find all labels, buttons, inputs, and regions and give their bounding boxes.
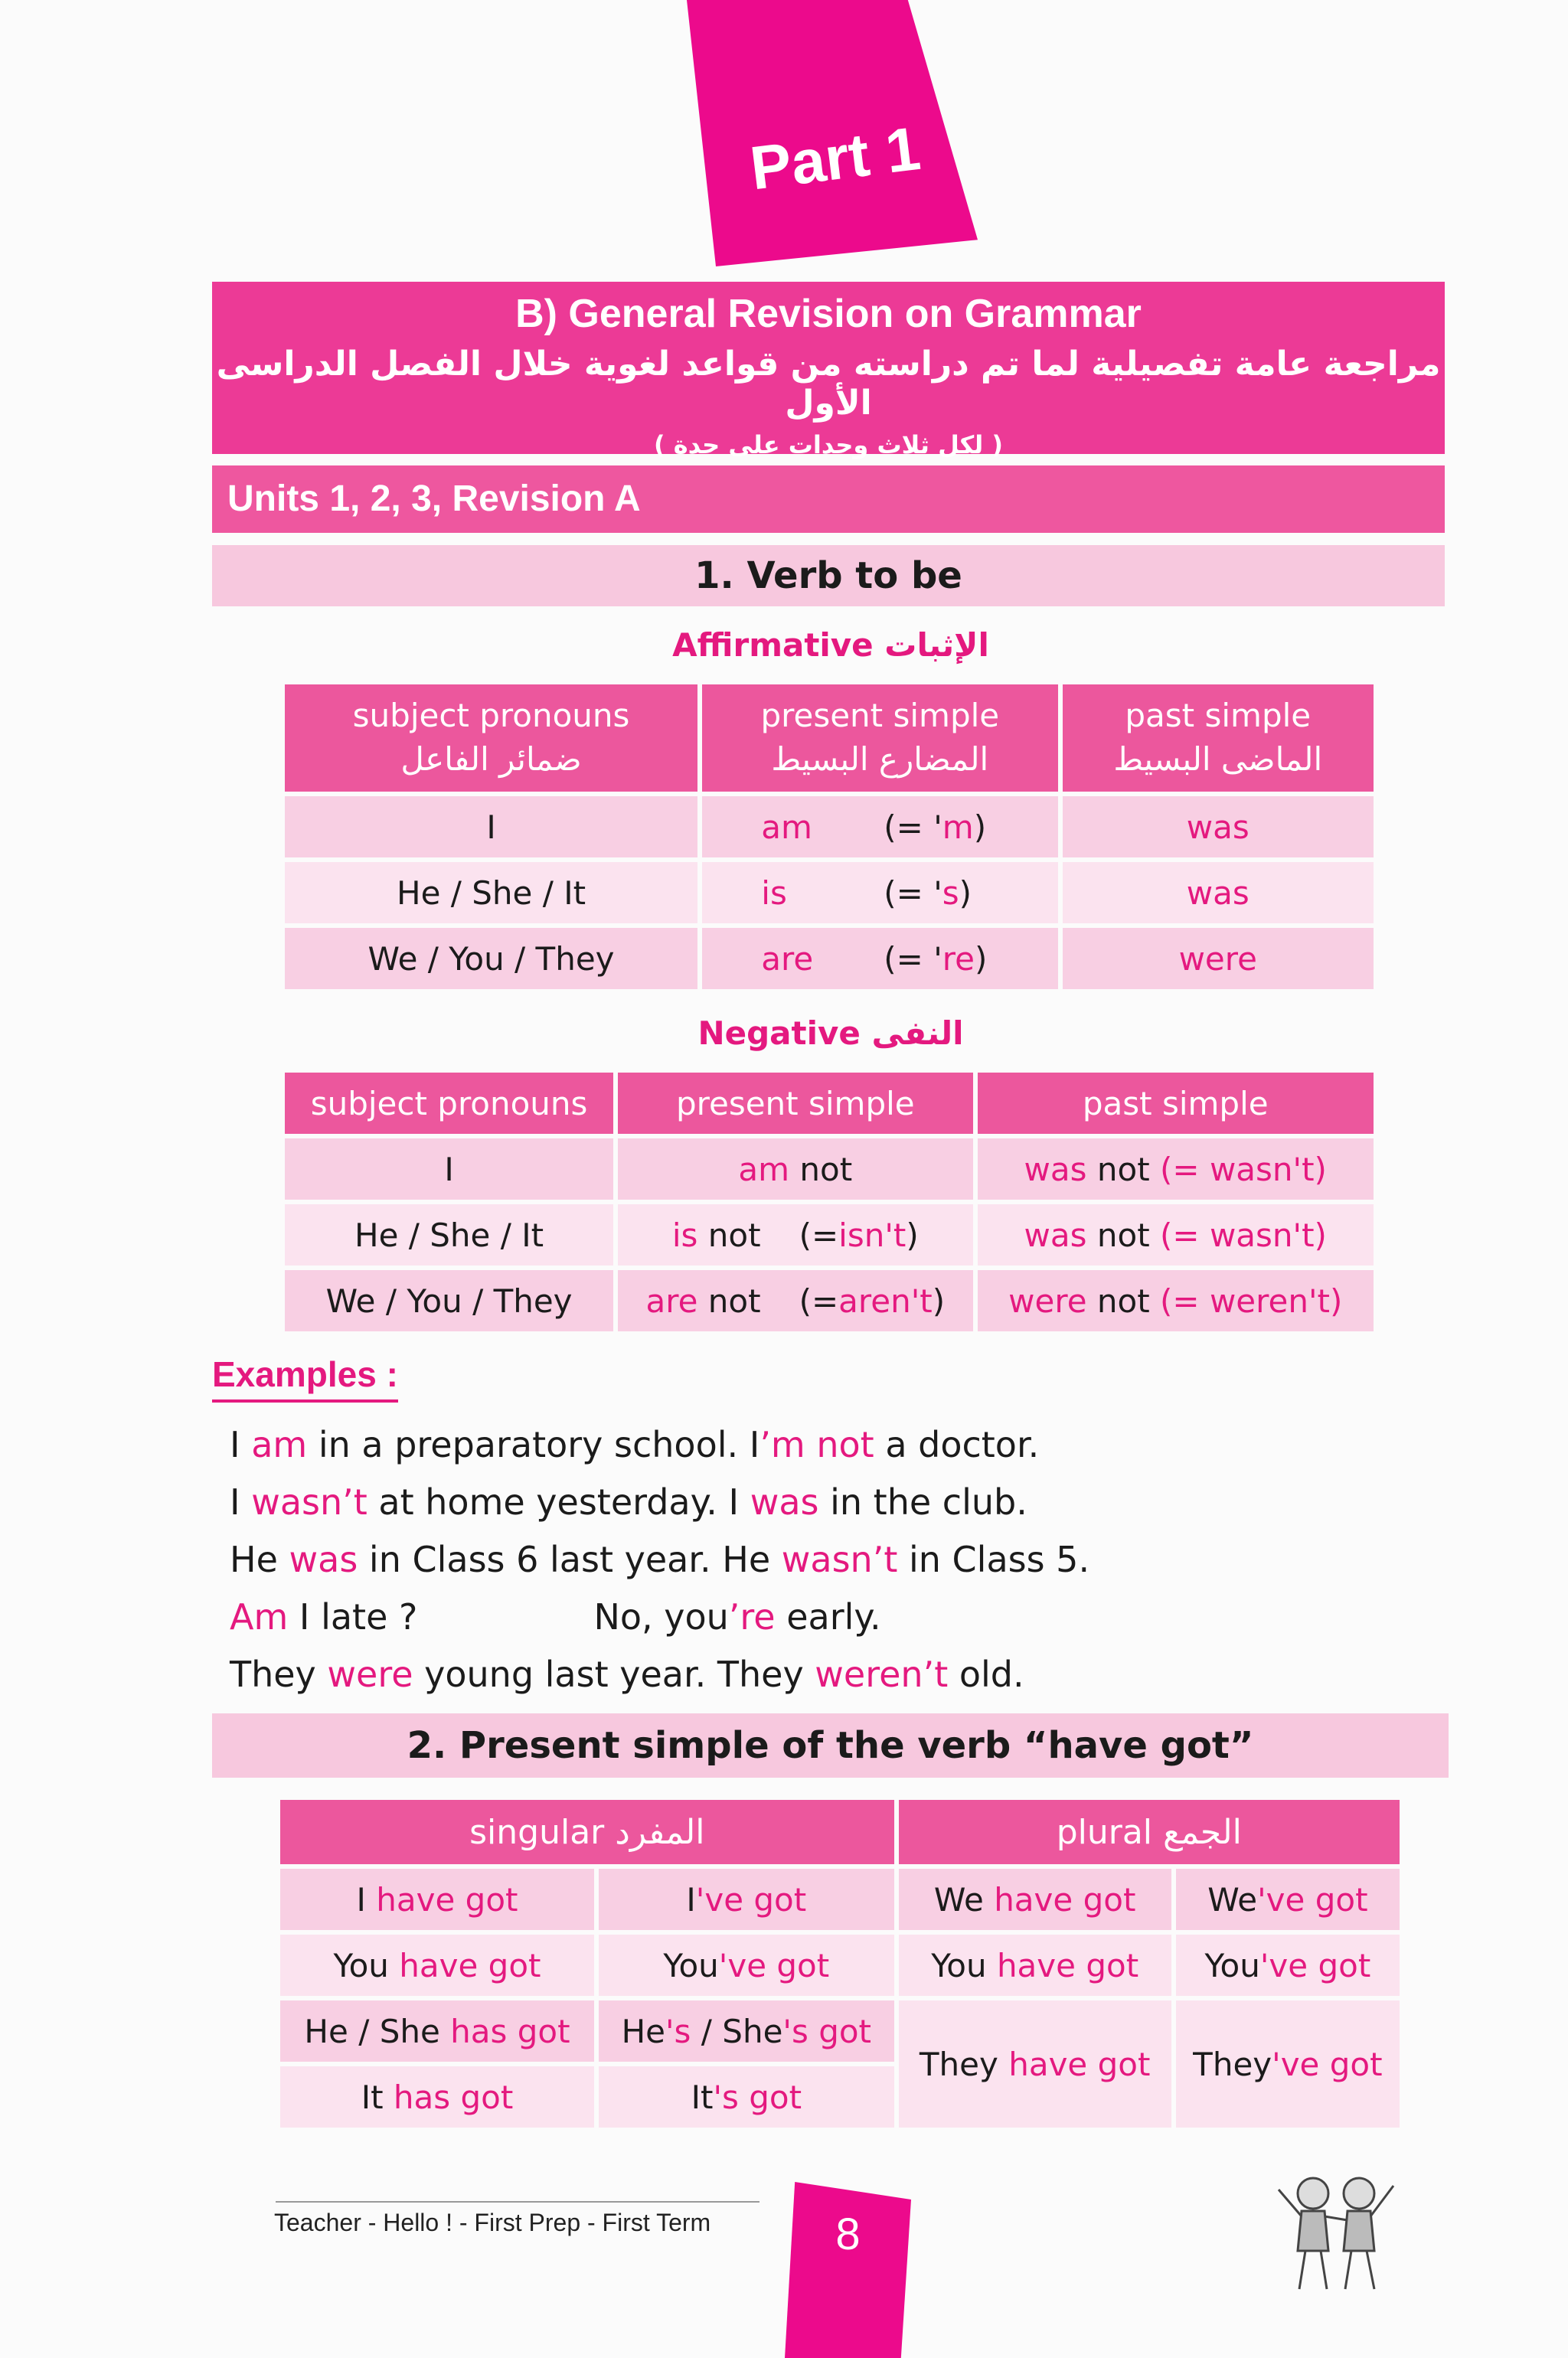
- table-row: [285, 1138, 1374, 1200]
- table-row: [280, 1869, 1400, 1930]
- examples-heading: Examples :: [212, 1354, 398, 1403]
- table-cell: You've got: [1176, 1935, 1400, 1996]
- table-header-row: [285, 1073, 1374, 1134]
- subject-cell: He / She / It: [285, 862, 697, 923]
- subject-cell: We / You / They: [285, 928, 697, 989]
- section-verb-to-be: 1. Verb to be: [212, 545, 1445, 606]
- subject-cell: We / You / They: [285, 1270, 613, 1331]
- table-cell: They've got: [1176, 2000, 1400, 2128]
- example-line: I wasn’t at home yesterday. I was in the club.: [230, 1481, 1027, 1523]
- table-cell: I have got: [280, 1869, 594, 1930]
- kids-illustration: [1267, 2167, 1405, 2297]
- footer-text: Teacher - Hello ! - First Prep - First Term: [274, 2209, 711, 2236]
- have-got-table: [276, 1795, 1404, 2132]
- table-header-row: [285, 684, 1374, 792]
- table-cell: It has got: [280, 2066, 594, 2128]
- page-number: 8: [835, 2209, 861, 2259]
- example-line: Am I late ? No, you’re early.: [230, 1596, 881, 1638]
- table-cell: I've got: [599, 1869, 894, 1930]
- table-cell: We've got: [1176, 1869, 1400, 1930]
- table-cell: It's got: [599, 2066, 894, 2128]
- section-header: [212, 282, 1445, 459]
- present-cell: are (= 're): [702, 928, 1057, 989]
- example-line: They were young last year. They weren’t old.: [230, 1654, 1024, 1695]
- past-cell: was: [1063, 862, 1374, 923]
- table-cell: You've got: [599, 1935, 894, 1996]
- table-row: [280, 2000, 1400, 2062]
- table-cell: You have got: [280, 1935, 594, 1996]
- table-cell: He / She has got: [280, 2000, 594, 2062]
- example-line: He was in Class 6 last year. He wasn’t in Class 5.: [230, 1539, 1090, 1580]
- header-arabic-sub: ( لكل ثلاث وحدات على حدة ): [653, 430, 1004, 459]
- present-cell: is (= 's): [702, 862, 1057, 923]
- part-label: Part 1: [746, 113, 924, 203]
- header-cell: present simple المضارع البسيط: [702, 684, 1057, 792]
- present-cell: am not: [618, 1138, 972, 1200]
- table-cell: They have got: [899, 2000, 1171, 2128]
- header-cell: present simple: [618, 1073, 972, 1134]
- units-label: Units 1, 2, 3, Revision A: [227, 478, 641, 519]
- plural-header: plural الجمع: [899, 1800, 1400, 1864]
- table-header-row: [280, 1800, 1400, 1864]
- present-cell: is not (=isn't): [618, 1204, 972, 1266]
- header-cell: past simple الماضى البسيط: [1063, 684, 1374, 792]
- header-arabic-line: مراجعة عامة تفصيلية لما تم دراسته من قواعد لغوية خلال الفصل الدراسى الأول: [216, 345, 1441, 423]
- table-cell: He's / She's got: [599, 2000, 894, 2062]
- example-line: I am in a preparatory school. I’m not a doctor.: [230, 1424, 1040, 1465]
- header-cell: past simple: [978, 1073, 1374, 1134]
- table-row: [285, 862, 1374, 923]
- past-cell: were: [1063, 928, 1374, 989]
- header-title: B) General Revision on Grammar: [515, 292, 1142, 336]
- negative-table: [280, 1068, 1378, 1336]
- units-bar: [212, 465, 1445, 533]
- singular-header: singular المفرد: [280, 1800, 894, 1864]
- section-have-got: 2. Present simple of the verb “have got”: [212, 1713, 1449, 1778]
- subject-cell: I: [285, 796, 697, 857]
- table-row: [285, 796, 1374, 857]
- present-cell: are not (=aren't): [618, 1270, 972, 1331]
- table-cell: We have got: [899, 1869, 1171, 1930]
- examples-list: [230, 1416, 1089, 1703]
- past-cell: was not (= wasn't): [978, 1138, 1374, 1200]
- past-cell: was not (= wasn't): [978, 1204, 1374, 1266]
- subject-cell: He / She / It: [285, 1204, 613, 1266]
- affirmative-table: [280, 680, 1378, 994]
- footer-divider: [276, 2201, 760, 2203]
- table-row: [285, 928, 1374, 989]
- table-row: [280, 1935, 1400, 1996]
- table-cell: You have got: [899, 1935, 1171, 1996]
- table-row: [285, 1204, 1374, 1266]
- affirmative-caption: Affirmative الإثبات: [672, 626, 989, 664]
- header-cell: subject pronouns ضمائر الفاعل: [285, 684, 697, 792]
- past-cell: was: [1063, 796, 1374, 857]
- negative-caption: Negative النفى: [697, 1014, 964, 1052]
- present-cell: am (= 'm): [702, 796, 1057, 857]
- header-cell: subject pronouns: [285, 1073, 613, 1134]
- past-cell: were not (= weren't): [978, 1270, 1374, 1331]
- subject-cell: I: [285, 1138, 613, 1200]
- table-row: [285, 1270, 1374, 1331]
